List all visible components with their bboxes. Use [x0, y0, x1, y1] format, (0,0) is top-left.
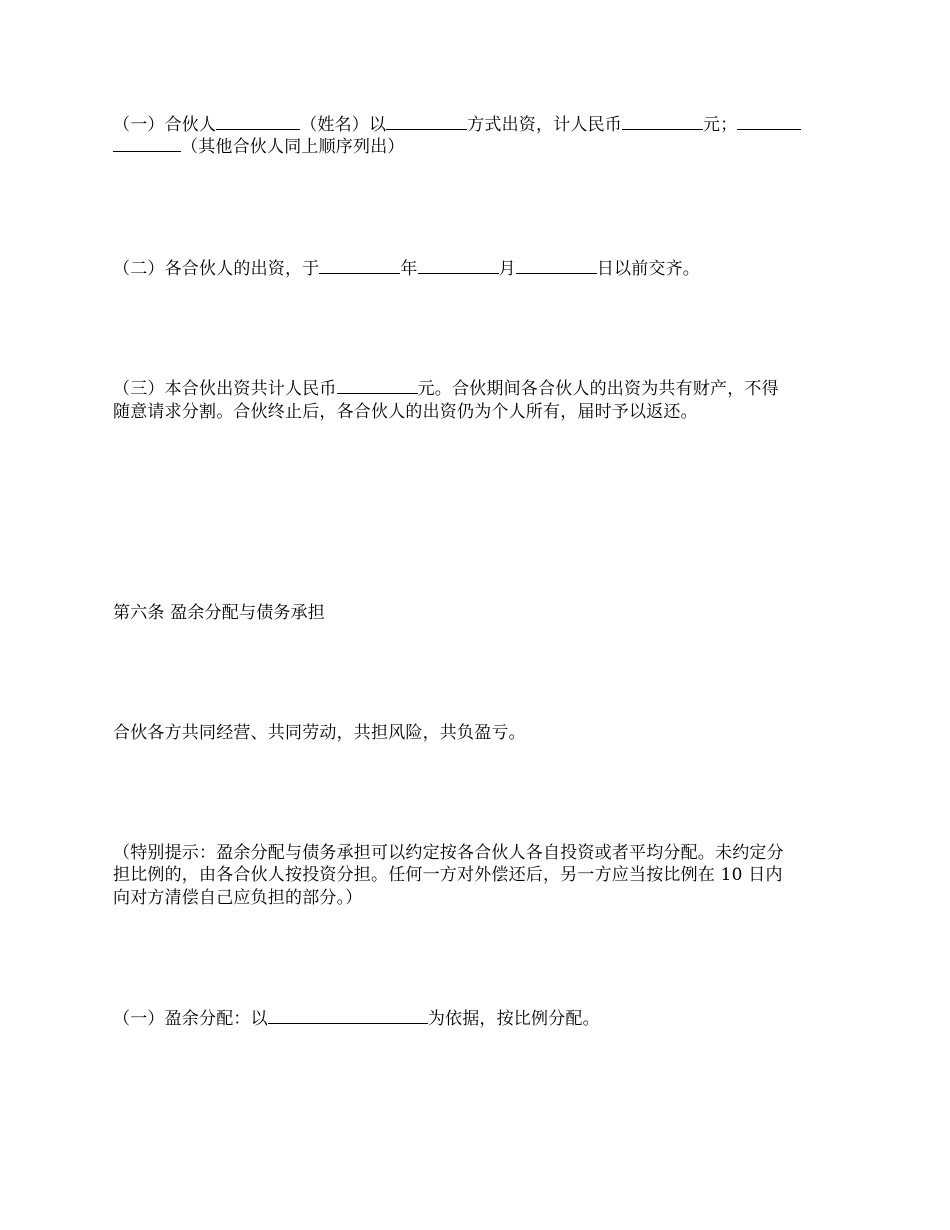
clause-3-line-1: [113, 378, 779, 400]
profit-loss-paragraph: 合伙各方共同经营、共同劳动，共担风险，共负盈亏。: [113, 723, 526, 743]
profit-distribution-clause: [113, 1008, 600, 1030]
day-blank[interactable]: [516, 259, 597, 274]
clause-2: [113, 258, 700, 280]
clause-1-text-a: （一）合伙人: [113, 115, 217, 135]
profit-distribution-text-b: 为依据，按比例分配。: [427, 1009, 600, 1029]
clause-1-line-1: [113, 114, 801, 136]
month-blank[interactable]: [418, 259, 499, 274]
clause-1-text-c: 方式出资，计人民币: [467, 115, 623, 135]
clause-2-text-c: 月: [498, 259, 516, 279]
clause-3-line-2: 随意请求分割。合伙终止后，各合伙人的出资仍为个人所有，届时予以返还。: [113, 402, 698, 422]
special-note-line-3: 向对方清偿自己应负担的部分。）: [113, 888, 363, 908]
distribution-basis-blank[interactable]: [268, 1009, 428, 1024]
contribution-method-blank[interactable]: [386, 115, 467, 130]
clause-1-text-e: （其他合伙人同上顺序列出）: [181, 137, 405, 157]
special-note-line-1: （特别提示：盈余分配与债务承担可以约定按各合伙人各自投资或者平均分配。未约定分: [113, 843, 784, 863]
clause-2-text-d: 日以前交齐。: [596, 259, 701, 279]
clause-3-text-b: 元。合伙期间各合伙人的出资为共有财产，不得: [417, 379, 779, 399]
clause-1-text-b: （姓名）以: [300, 115, 387, 135]
article-6-heading: 第六条 盈余分配与债务承担: [113, 603, 326, 623]
special-note-line-2: 担比例的，由各合伙人按投资分担。任何一方对外偿还后，另一方应当按比例在 10 日内: [113, 865, 783, 885]
contribution-amount-blank[interactable]: [622, 115, 703, 130]
clause-1-text-d: 元；: [703, 115, 738, 135]
year-blank[interactable]: [319, 259, 400, 274]
profit-distribution-text-a: （一）盈余分配：以: [113, 1009, 268, 1029]
partner-name-blank[interactable]: [216, 115, 300, 130]
clause-1-line-2: [113, 136, 405, 158]
total-capital-blank[interactable]: [337, 379, 418, 394]
clause-2-text-a: （二）各合伙人的出资，于: [113, 259, 320, 279]
clause-3-text-a: （三）本合伙出资共计人民币: [113, 379, 337, 399]
other-partner-blank-2[interactable]: [113, 137, 181, 152]
clause-2-text-b: 年: [400, 259, 418, 279]
other-partner-blank-1[interactable]: [737, 115, 801, 130]
